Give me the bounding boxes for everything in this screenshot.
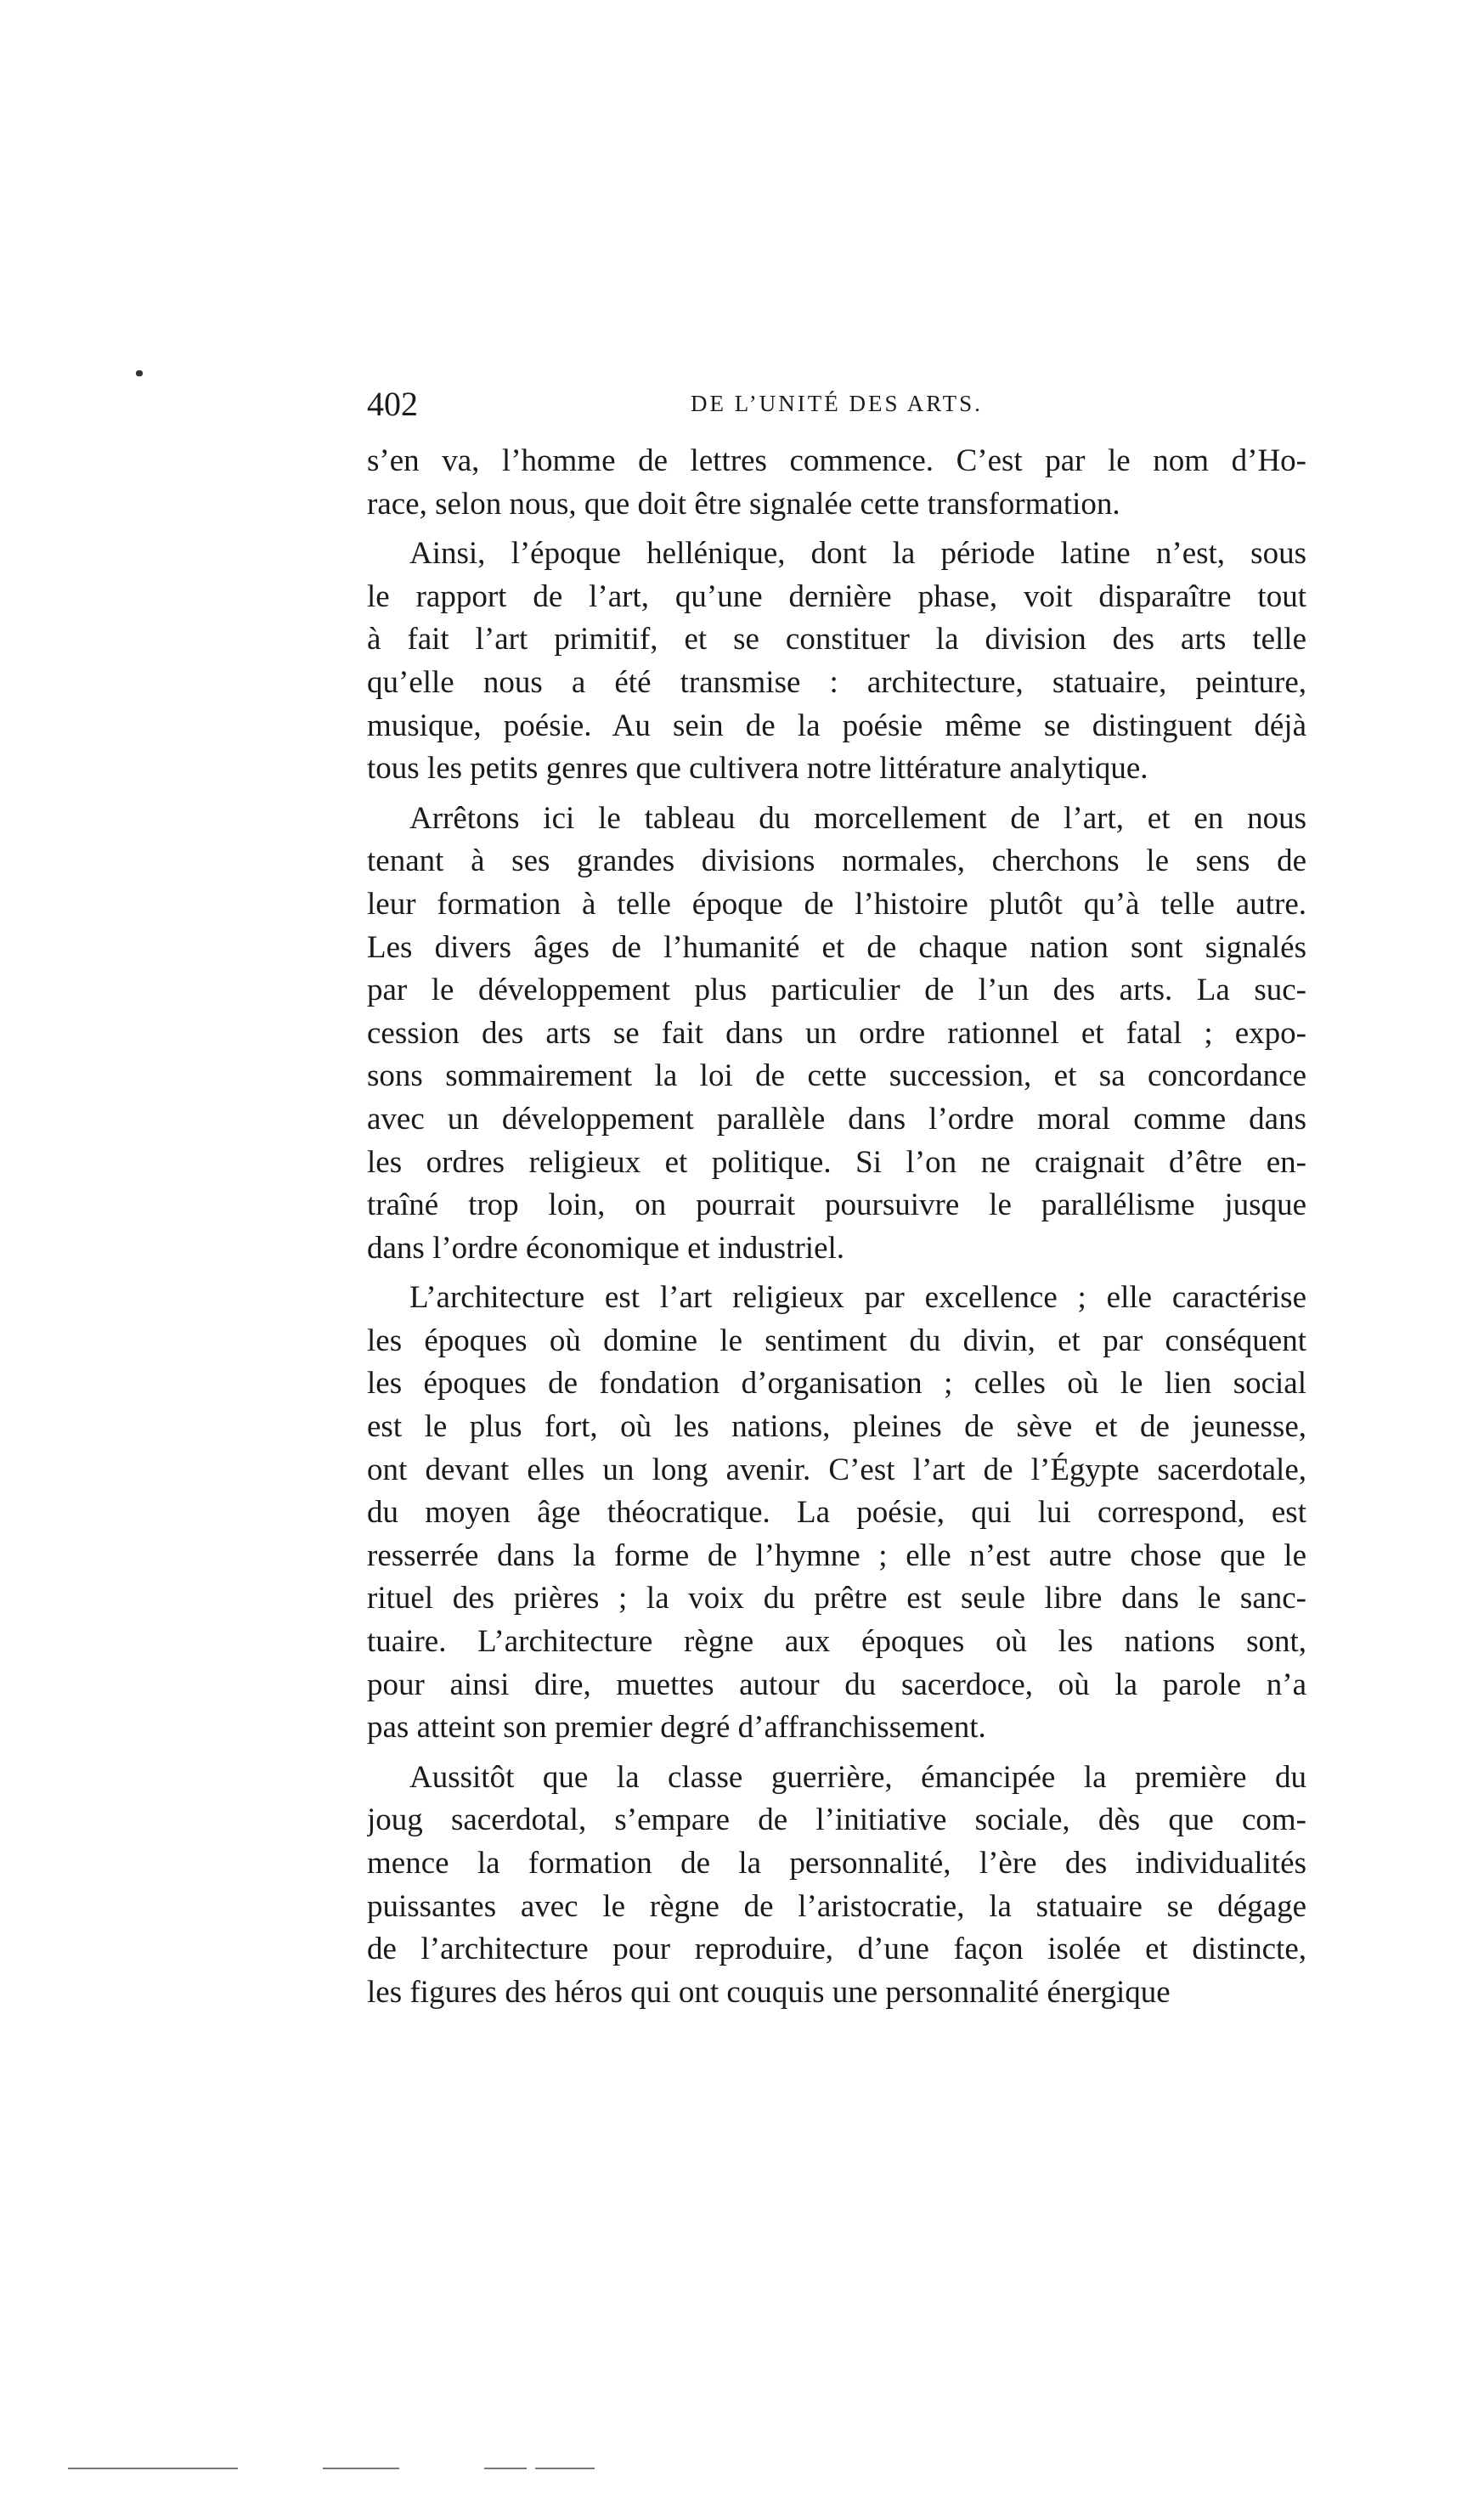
text-line: resserrée dans la forme de l’hymne ; elle n’est autre chose que le (367, 1537, 1306, 1573)
text-line: est le plus fort, où les nations, pleines de sève et de jeunesse, (367, 1409, 1306, 1445)
text-line: les figures des héros qui ont couquis une personnalité énergique (367, 1974, 1171, 2010)
text-line: sons sommairement la loi de cette succession, et sa concordance (367, 1058, 1306, 1094)
text-line: à fait l’art primitif, et se constituer la division des arts telle (367, 622, 1306, 657)
text-line: mence la formation de la personnalité, l’ère des individualités (367, 1846, 1306, 1881)
text-line: rituel des prières ; la voix du prêtre est seule libre dans le sanc- (367, 1581, 1306, 1616)
text-line: pas atteint son premier degré d’affranchissement. (367, 1710, 986, 1746)
paragraph-gap (367, 526, 1306, 533)
footer-rule-3 (484, 2468, 527, 2469)
text-line: pour ainsi dire, muettes autour du sacerdoce, où la parole n’a (367, 1667, 1306, 1702)
paragraph (367, 1277, 1306, 1750)
paragraph-gap (367, 1750, 1306, 1757)
paragraph (367, 1757, 1306, 2015)
text-line: dans l’ordre économique et industriel. (367, 1230, 845, 1266)
paragraph (367, 798, 1306, 1271)
text-line: race, selon nous, que doit être signalée cette transformation. (367, 486, 1120, 522)
text-line: traîné trop loin, on pourrait poursuivre le parallélisme jusque (367, 1187, 1306, 1223)
text-line: L’architecture est l’art religieux par excellence ; elle caractérise (409, 1280, 1306, 1316)
paragraph-gap (367, 791, 1306, 798)
text-line: de l’architecture pour reproduire, d’une façon isolée et distincte, (367, 1932, 1306, 1967)
text-line: les époques où domine le sentiment du divin, et par conséquent (367, 1323, 1306, 1358)
text-line: les époques de fondation d’organisation ; celles où le lien social (367, 1366, 1306, 1402)
page-header (367, 384, 1306, 426)
text-line: les ordres religieux et politique. Si l’on ne craignait d’être en- (367, 1144, 1306, 1180)
text-line: le rapport de l’art, qu’une dernière phase, voit disparaître tout (367, 578, 1306, 614)
text-line: par le développement plus particulier de l’un des arts. La suc- (367, 973, 1306, 1008)
text-line: tuaire. L’architecture règne aux époques où les nations sont, (367, 1624, 1306, 1660)
page-number: 402 (367, 385, 418, 423)
text-line: Arrêtons ici le tableau du morcellement de l’art, et en nous (409, 800, 1306, 836)
text-line: Aussitôt que la classe guerrière, émancipée la première du (409, 1759, 1306, 1795)
paragraphs (367, 440, 1306, 2014)
text-line: cession des arts se fait dans un ordre rationnel et fatal ; expo- (367, 1015, 1306, 1051)
text-line: du moyen âge théocratique. La poésie, qui lui correspond, est (367, 1495, 1306, 1531)
text-line: s’en va, l’homme de lettres commence. C’est par le nom d’Ho- (367, 443, 1306, 478)
paragraph (367, 440, 1306, 526)
footer-rule-1 (68, 2468, 238, 2469)
running-title: DE L’UNITÉ DES ARTS. (691, 391, 983, 416)
paragraph (367, 533, 1306, 791)
text-line: tenant à ses grandes divisions normales, cherchons le sens de (367, 843, 1306, 879)
paragraph-gap (367, 1270, 1306, 1277)
text-line: avec un développement parallèle dans l’ordre moral comme dans (367, 1101, 1306, 1137)
text-line: ont devant elles un long avenir. C’est l’art de l’Égypte sacerdotale, (367, 1452, 1306, 1487)
text-line: Les divers âges de l’humanité et de chaque nation sont signalés (367, 929, 1306, 965)
text-line: qu’elle nous a été transmise : architecture, statuaire, peinture, (367, 664, 1306, 700)
text-line: musique, poésie. Au sein de la poésie même se distinguent déjà (367, 708, 1306, 743)
text-line: puissantes avec le règne de l’aristocratie, la statuaire se dégage (367, 1888, 1306, 1924)
footer-rule-2 (323, 2468, 399, 2469)
text-line: joug sacerdotal, s’empare de l’initiative sociale, dès que com- (367, 1802, 1306, 1838)
text-line: tous les petits genres que cultivera notre littérature analytique. (367, 751, 1148, 787)
text-line: Ainsi, l’époque hellénique, dont la période latine n’est, sous (409, 536, 1306, 572)
footer-rule-4 (535, 2468, 595, 2469)
scan-speck (136, 370, 143, 376)
body-text (367, 440, 1306, 2014)
text-line: leur formation à telle époque de l’histoire plutôt qu’à telle autre. (367, 886, 1306, 922)
